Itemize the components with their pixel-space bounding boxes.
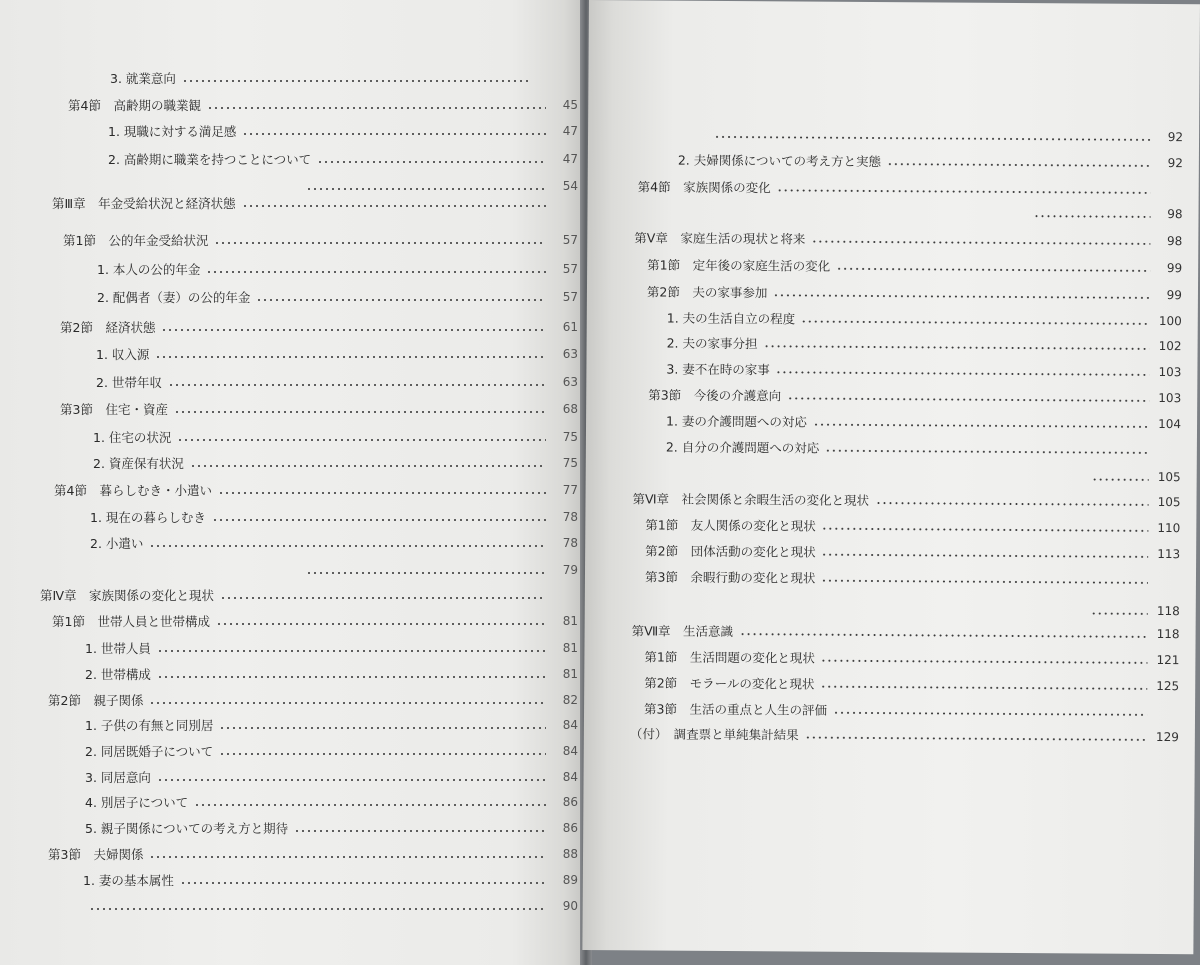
toc-entry-label: 第4節 高齢期の職業観 bbox=[68, 98, 201, 113]
toc-entry-label: 1. 子供の有無と同別居 bbox=[85, 718, 214, 733]
toc-page-number: 75 bbox=[562, 456, 578, 470]
toc-entry-label: 第3節 余暇行動の変化と現状 bbox=[644, 569, 816, 586]
toc-page-number: 99 bbox=[1166, 261, 1183, 276]
dot-leader bbox=[206, 271, 546, 273]
toc-entry-label: 第4節 家族関係の変化 bbox=[637, 179, 771, 196]
toc-entry bbox=[647, 280, 1182, 306]
toc-entry bbox=[644, 671, 1179, 697]
toc-page-number: 78 bbox=[562, 536, 578, 550]
toc-entry-label: 3. 同居意向 bbox=[85, 770, 151, 785]
toc-page-number: 86 bbox=[562, 821, 578, 835]
dot-leader bbox=[180, 882, 546, 884]
toc-entry bbox=[1086, 465, 1181, 488]
toc-page-number: 92 bbox=[1167, 130, 1184, 145]
toc-entry bbox=[40, 584, 578, 606]
toc-entry-label: 2. 夫婦関係についての考え方と実態 bbox=[677, 152, 882, 170]
dot-leader bbox=[207, 107, 546, 109]
toc-page-number: 81 bbox=[562, 667, 578, 681]
dot-leader bbox=[1091, 613, 1148, 615]
toc-entry bbox=[648, 383, 1181, 409]
toc-page-number: 89 bbox=[562, 873, 578, 887]
dot-leader bbox=[149, 702, 546, 704]
toc-page-number: 125 bbox=[1156, 678, 1180, 694]
toc-entry bbox=[83, 895, 578, 917]
toc-entry bbox=[97, 286, 578, 308]
toc-entry-label: 2. 小遣い bbox=[90, 536, 144, 551]
dot-leader bbox=[813, 424, 1149, 428]
toc-entry bbox=[63, 229, 578, 251]
toc-entry bbox=[60, 398, 578, 420]
toc-entry-label: 1. 夫の生活自立の程度 bbox=[666, 310, 796, 327]
toc-entry bbox=[52, 610, 578, 632]
toc-entry-label: 第2節 夫の家事参加 bbox=[646, 284, 768, 301]
toc-entry-label: 2. 自分の介護問題への対応 bbox=[665, 439, 820, 456]
dot-leader bbox=[306, 188, 546, 190]
dot-leader bbox=[256, 299, 546, 301]
toc-entry-label: 1. 現在の暮らしむき bbox=[90, 510, 206, 525]
dot-leader bbox=[714, 136, 1151, 141]
toc-entry-label: 2. 同居既婚子について bbox=[85, 744, 214, 759]
toc-entry bbox=[678, 149, 1183, 175]
toc-entry bbox=[85, 740, 578, 762]
toc-entry bbox=[48, 689, 578, 711]
toc-entry-label: 第Ⅴ章 家庭生活の現状と将来 bbox=[634, 230, 806, 247]
toc-entry-label: 第4節 暮らしむき・小遣い bbox=[54, 483, 212, 498]
toc-entry bbox=[644, 697, 1179, 723]
toc-entry-label: 第3節 生活の重点と人生の評価 bbox=[643, 701, 828, 718]
dot-leader bbox=[306, 572, 546, 574]
dot-leader bbox=[1033, 215, 1150, 218]
toc-page-number: 63 bbox=[562, 347, 578, 361]
toc-entry bbox=[667, 332, 1182, 358]
toc-entry-label: 第1節 世帯人員と世帯構成 bbox=[52, 614, 210, 629]
toc-entry-label: 第1節 友人関係の変化と現状 bbox=[645, 517, 816, 534]
toc-page-number: 45 bbox=[562, 98, 578, 112]
dot-leader bbox=[821, 660, 1148, 664]
toc-page-number: 84 bbox=[562, 718, 578, 732]
toc-entry-label: 第1節 公的年金受給状況 bbox=[63, 233, 209, 248]
toc-page-number: 98 bbox=[1167, 234, 1183, 249]
toc-page-number: 113 bbox=[1157, 546, 1181, 562]
dot-leader bbox=[875, 502, 1148, 506]
toc-entry bbox=[93, 426, 578, 448]
toc-entry-label: 第Ⅳ章 家族関係の変化と現状 bbox=[40, 588, 215, 603]
toc-entry bbox=[647, 253, 1182, 279]
toc-page-number: 82 bbox=[562, 693, 578, 707]
toc-entry-label: 2. 世帯構成 bbox=[85, 667, 151, 682]
dot-leader bbox=[801, 320, 1150, 324]
dot-leader bbox=[805, 737, 1147, 741]
toc-page-number: 75 bbox=[562, 430, 578, 444]
dot-leader bbox=[773, 294, 1150, 299]
toc-entry-label: 第3節 今後の介護意向 bbox=[648, 387, 782, 404]
toc-entry bbox=[60, 316, 578, 338]
toc-entry bbox=[68, 94, 578, 116]
toc-page-number: 57 bbox=[562, 233, 578, 247]
toc-entry-label: 1. 現職に対する満足感 bbox=[108, 124, 237, 139]
dot-leader bbox=[887, 163, 1151, 167]
dot-leader bbox=[739, 633, 1148, 638]
toc-entry bbox=[96, 371, 578, 393]
dot-leader bbox=[157, 676, 546, 678]
toc-page-number: 110 bbox=[1157, 520, 1181, 536]
toc-entry-label: （付） 調査票と単純集計結果 bbox=[629, 726, 799, 743]
toc-entry bbox=[83, 869, 578, 891]
toc-entry-label: 1. 妻の介護問題への対応 bbox=[666, 413, 808, 430]
dot-leader bbox=[242, 205, 546, 207]
toc-page-number: 104 bbox=[1158, 416, 1182, 432]
dot-leader bbox=[155, 356, 546, 358]
toc-page-number: 78 bbox=[562, 510, 578, 524]
dot-leader bbox=[212, 519, 546, 521]
toc-page-number: 63 bbox=[562, 375, 578, 389]
toc-page-number: 54 bbox=[562, 179, 578, 193]
toc-entry-label: 第2節 モラールの変化と現状 bbox=[644, 675, 815, 692]
dot-leader bbox=[161, 329, 546, 331]
toc-entry bbox=[638, 175, 1183, 201]
toc-entry bbox=[1085, 599, 1180, 622]
toc-entry bbox=[645, 565, 1180, 591]
dot-leader bbox=[776, 371, 1150, 376]
toc-entry bbox=[632, 619, 1180, 645]
toc-page-number: 129 bbox=[1155, 729, 1179, 745]
toc-entry-label: 2. 世帯年収 bbox=[96, 375, 162, 390]
dot-leader bbox=[218, 492, 546, 494]
toc-entry-label: 5. 親子関係についての考え方と期待 bbox=[85, 821, 289, 836]
dot-leader bbox=[149, 856, 546, 858]
dot-leader bbox=[317, 161, 546, 163]
toc-entry-label: 2. 資産保有状況 bbox=[93, 456, 184, 471]
toc-entry bbox=[54, 479, 578, 501]
toc-entry bbox=[708, 123, 1183, 148]
dot-leader bbox=[777, 189, 1151, 194]
dot-leader bbox=[763, 345, 1149, 350]
toc-page-number: 79 bbox=[562, 563, 578, 577]
toc-page-number: 102 bbox=[1158, 338, 1182, 354]
dot-leader bbox=[294, 830, 546, 832]
dot-leader bbox=[821, 580, 1148, 584]
dot-leader bbox=[177, 439, 546, 441]
dot-leader bbox=[1092, 479, 1149, 481]
dot-leader bbox=[242, 133, 546, 135]
toc-entry-label: 2. 高齢期に職業を持つことについて bbox=[108, 152, 312, 167]
toc-entry bbox=[1027, 202, 1182, 225]
dot-leader bbox=[833, 712, 1147, 716]
toc-entry bbox=[90, 506, 578, 528]
toc-entry bbox=[108, 120, 578, 142]
toc-entry bbox=[85, 791, 578, 813]
toc-entry bbox=[85, 637, 578, 659]
toc-entry bbox=[632, 487, 1180, 513]
toc-page-number: 47 bbox=[562, 124, 578, 138]
toc-entry-label: 第3節 住宅・資産 bbox=[60, 402, 168, 417]
toc-page-number: 99 bbox=[1166, 288, 1183, 303]
toc-page-number: 61 bbox=[562, 320, 578, 334]
toc-page-number: 68 bbox=[562, 402, 578, 416]
toc-entry bbox=[666, 436, 1181, 462]
toc-entry bbox=[90, 532, 578, 554]
toc-entry-label: 第Ⅲ章 年金受給状況と経済状態 bbox=[52, 196, 236, 211]
dot-leader bbox=[89, 908, 546, 910]
dot-leader bbox=[220, 597, 546, 599]
left-page bbox=[0, 0, 582, 965]
toc-entry bbox=[85, 663, 578, 685]
toc-entry bbox=[97, 258, 578, 280]
toc-entry bbox=[645, 513, 1180, 539]
dot-leader bbox=[214, 242, 546, 244]
toc-entry-label: 2. 配偶者（妻）の公的年金 bbox=[97, 290, 251, 305]
toc-entry bbox=[645, 539, 1180, 565]
toc-page-number: 92 bbox=[1167, 156, 1183, 171]
toc-entry-label: 1. 住宅の状況 bbox=[93, 430, 172, 445]
toc-page-number: 90 bbox=[562, 899, 578, 913]
toc-page-number: 84 bbox=[562, 744, 578, 758]
toc-page-number: 121 bbox=[1156, 652, 1180, 668]
toc-entry bbox=[110, 67, 562, 89]
toc-entry bbox=[644, 645, 1179, 671]
toc-page-number: 105 bbox=[1157, 494, 1181, 510]
toc-entry-label: 3. 就業意向 bbox=[110, 71, 176, 86]
dot-leader bbox=[825, 450, 1149, 454]
toc-entry-label: 1. 本人の公的年金 bbox=[97, 262, 201, 277]
dot-leader bbox=[216, 623, 546, 625]
toc-page-number: 118 bbox=[1156, 603, 1180, 619]
toc-entry-label: 第2節 経済状態 bbox=[60, 320, 156, 335]
toc-page-number: 118 bbox=[1156, 626, 1180, 642]
toc-entry bbox=[666, 358, 1181, 384]
toc-entry-label: 第1節 生活問題の変化と現状 bbox=[644, 649, 815, 666]
dot-leader bbox=[822, 528, 1149, 532]
toc-entry-label: 第2節 親子関係 bbox=[48, 693, 144, 708]
dot-leader bbox=[182, 80, 530, 82]
toc-page-number: 103 bbox=[1158, 364, 1182, 380]
toc-page-number: 57 bbox=[562, 290, 578, 304]
dot-leader bbox=[822, 554, 1149, 558]
dot-leader bbox=[174, 411, 546, 413]
toc-entry-label: 第Ⅶ章 生活意識 bbox=[631, 623, 734, 640]
toc-entry bbox=[48, 843, 578, 865]
toc-page-number: 57 bbox=[562, 262, 578, 276]
toc-entry bbox=[300, 559, 578, 581]
toc-page-number: 77 bbox=[562, 483, 578, 497]
toc-entry-label: 1. 妻の基本属性 bbox=[83, 873, 174, 888]
toc-entry bbox=[85, 714, 578, 736]
toc-page-number: 88 bbox=[562, 847, 578, 861]
toc-entry-label: 第3節 夫婦関係 bbox=[48, 847, 144, 862]
dot-leader bbox=[157, 779, 546, 781]
toc-entry-label: 3. 妻不在時の家事 bbox=[666, 361, 770, 378]
toc-page-number: 103 bbox=[1158, 390, 1182, 406]
toc-page-number: 86 bbox=[562, 795, 578, 809]
dot-leader bbox=[157, 650, 546, 652]
dot-leader bbox=[219, 753, 546, 755]
toc-entry-label: 1. 世帯人員 bbox=[85, 641, 151, 656]
toc-entry bbox=[93, 452, 578, 474]
toc-page-number: 47 bbox=[562, 152, 578, 166]
toc-entry bbox=[634, 226, 1182, 252]
right-page bbox=[582, 0, 1200, 954]
dot-leader bbox=[820, 686, 1147, 690]
toc-entry bbox=[667, 307, 1182, 333]
toc-page-number: 105 bbox=[1157, 469, 1181, 485]
toc-entry bbox=[85, 766, 578, 788]
dot-leader bbox=[836, 268, 1150, 272]
toc-page-number: 81 bbox=[562, 641, 578, 655]
toc-entry-label: 1. 収入源 bbox=[96, 347, 150, 362]
toc-page-number: 98 bbox=[1167, 207, 1183, 222]
toc-entry bbox=[96, 343, 578, 365]
toc-page-number: 84 bbox=[562, 770, 578, 784]
dot-leader bbox=[787, 397, 1149, 402]
toc-entry-label: 4. 別居子について bbox=[85, 795, 189, 810]
toc-entry-label: 第2節 団体活動の変化と現状 bbox=[645, 543, 816, 560]
toc-entry bbox=[630, 722, 1179, 748]
toc-entry bbox=[666, 410, 1181, 436]
toc-page-number: 81 bbox=[562, 614, 578, 628]
toc-entry bbox=[108, 148, 578, 170]
toc-entry bbox=[52, 192, 578, 214]
toc-entry-label: 2. 夫の家事分担 bbox=[666, 335, 758, 352]
toc-entry-label: 第Ⅵ章 社会関係と余暇生活の変化と現状 bbox=[632, 491, 870, 508]
dot-leader bbox=[219, 727, 546, 729]
toc-page-number: 100 bbox=[1158, 313, 1182, 329]
toc-entry-label: 第1節 定年後の家庭生活の変化 bbox=[647, 257, 831, 274]
dot-leader bbox=[194, 804, 546, 806]
dot-leader bbox=[190, 465, 546, 467]
dot-leader bbox=[168, 384, 546, 386]
toc-entry bbox=[85, 817, 578, 839]
dot-leader bbox=[149, 545, 546, 547]
dot-leader bbox=[811, 241, 1150, 245]
